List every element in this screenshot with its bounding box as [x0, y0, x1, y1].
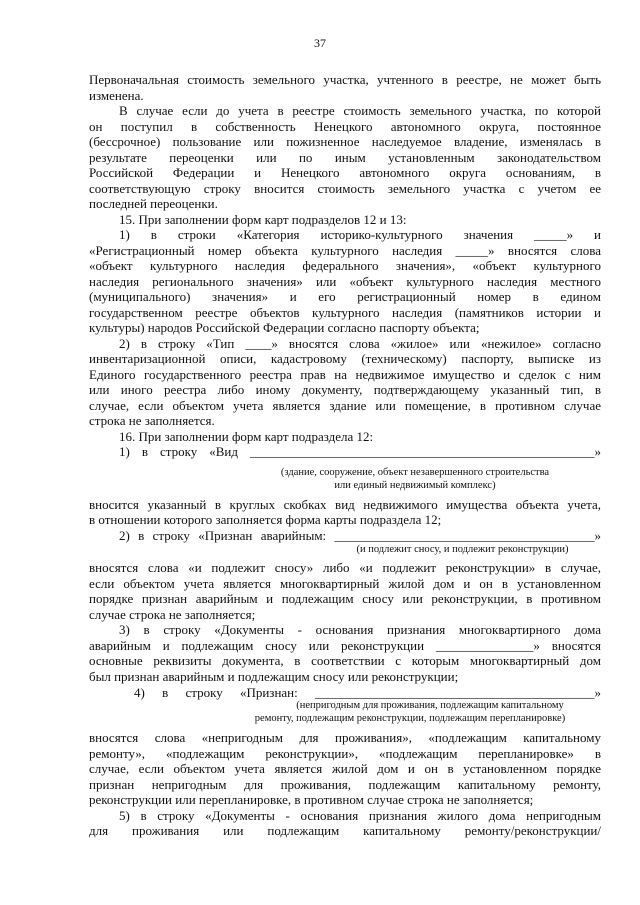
text-line: был признан аварийным и подлежащим сносу или реконструкции;: [89, 669, 459, 684]
text-line: реконструкции или перепланировке, в противном случае строка не заполняется;: [89, 792, 534, 807]
text-line: внoсится указанный в круглых скобках вид недвижимого имущества объекта учета,: [89, 497, 601, 512]
text-line: вносятся слова «и подлежит сносу» либо «и подлежит реконструкции» в случае,: [89, 560, 601, 575]
text-line: 2) в строку «Признан аварийным: ________________________________________»: [119, 528, 601, 543]
page-number: 37: [314, 36, 326, 50]
text-line: случае, если объектом учета является здание или помещение, в противном случае: [89, 398, 601, 413]
text-line: признан непригодным для проживания, подлежащим капитальному ремонту,: [89, 777, 601, 792]
text-line: изменена.: [89, 88, 144, 103]
text-line: В случае если до учета в реестре стоимость земельного участка, по которой: [119, 103, 601, 118]
text-line: 3) в строку «Документы - основания признания многоквартирного дома: [119, 622, 601, 637]
field-caption: (здание, сооружение, объект незавершенного строительства: [280, 467, 550, 478]
text-line: 2) в строку «Тип ____» вносятся слова «жилое» или «нежилое» согласно: [119, 336, 601, 351]
text-line: основные реквизиты документа, в соответствии с которым многоквартирный дом: [89, 653, 601, 668]
text-line: или иного реестра либо иному документу, подтверждающему указанный тип, в: [89, 382, 601, 397]
text-line: Первоначальная стоимость земельного участка, учтенного в реестре, не может быть: [89, 72, 601, 87]
text-line: Российской Федерации и Ненецкого автономного округа основаниям, в: [89, 165, 601, 180]
text-line: «объект культурного наследия федерального значения», «объект культурного: [89, 258, 601, 273]
text-line: аварийным и подлежащим сносу или реконструкции _______________» вносятся: [89, 638, 601, 653]
text-line: 15. При заполнении форм карт подразделов 12 и 13:: [119, 212, 407, 227]
text-line: 4) в строку «Признан: ___________________________________________»: [134, 685, 601, 700]
text-line: (бессрочное) пользование или пожизненное наследуемое владение, изменялась в: [89, 134, 601, 149]
text-line: «Регистрационный номер объекта культурного наследия _____» вносятся слова: [89, 243, 601, 258]
text-line: в отношении которого заполняется форма карты подраздела 12;: [89, 512, 442, 527]
text-line: результате переоценки или по иным установленным законодательством: [89, 150, 601, 165]
text-line: последней переоценки.: [89, 196, 218, 211]
field-caption: (непригодным для проживания, подлежащим капитальному: [296, 700, 564, 711]
text-line: 1) в строку «Вид _____________________________________________________»: [119, 444, 601, 459]
text-line: случае, если объектом учета является жилой дом и он в установленном порядке: [89, 761, 601, 776]
text-line: (муниципального) значения» и его регистрационный номер в едином: [89, 289, 601, 304]
text-line: он поступил в собственность Ненецкого автономного округа, постоянное: [89, 119, 601, 134]
text-line: случае строка не заполняется;: [89, 607, 256, 622]
text-line: для проживания или подлежащим капитальному ремонту/реконструкции/: [89, 823, 601, 838]
text-line: 1) в строки «Категория историко-культурного значения _____» и: [119, 227, 601, 242]
text-line: культуры) народов Российской Федерации согласно паспорту объекта;: [89, 320, 480, 335]
field-caption: (и подлежит сносу, и подлежит реконструкции): [356, 544, 569, 555]
text-line: ремонту», «подлежащим реконструкции», «подлежащим перепланировке» в: [89, 746, 601, 761]
field-caption: ремонту, подлежащим реконструкции, подлежащим перепланировке): [254, 713, 566, 724]
text-line: Единого государственного реестра прав на недвижимое имущество и сделок с ним: [89, 367, 601, 382]
text-line: государственном реестре объектов культурного наследия (памятников истории и: [89, 305, 601, 320]
text-line: строка не заполняется.: [89, 413, 215, 428]
field-caption: или единый недвижимый комплекс): [334, 480, 496, 491]
text-line: 5) в строку «Документы - основания признания жилого дома непригодным: [119, 808, 601, 823]
text-line: порядке признан аварийным и подлежащим сносу или реконструкции, в противном: [89, 591, 601, 606]
text-line: наследия регионального значения» или «объект культурного наследия местного: [89, 274, 601, 289]
text-line: вносятся слова «непригодным для проживания», «подлежащим капитальному: [89, 730, 601, 745]
text-line: 16. При заполнении форм карт подраздела 12:: [119, 429, 374, 444]
text-line: если объектом учета является многоквартирный жилой дом и он в установленном: [89, 576, 601, 591]
text-line: соответствующую строку вносится стоимость земельного участка с учетом ее: [89, 181, 601, 196]
text-line: инвентаризационной описи, кадастровому (техническому) паспорту, выписке из: [89, 351, 601, 366]
